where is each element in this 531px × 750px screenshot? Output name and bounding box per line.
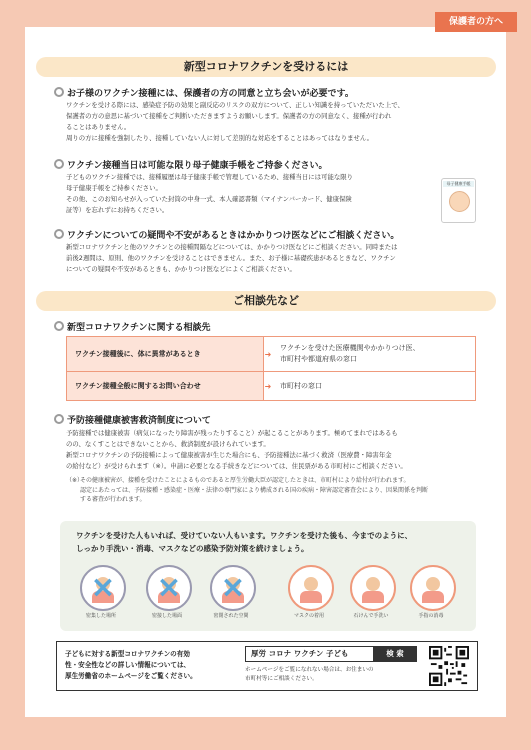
caption-close-contact: 密接した場面	[151, 613, 182, 619]
relief-note: （※） その健康被害が、接種を受けたことによるものであると厚生労働大臣が認定したときは、市町村により給付が行われます。 認定にあたっては、予防接種・感染症・医療・法律の専門家により構成される国の疾病・障害認定審査会により、因果関係を判断 する審査が行われます。	[66, 477, 429, 503]
heading-handbook: ワクチン接種当日は可能な限り母子健康手帳をご持参ください。	[54, 158, 328, 171]
maternal-handbook-icon: 母子健康手帳	[441, 178, 476, 223]
bullet-icon	[54, 87, 64, 97]
para-handbook: 子どものワクチン接種では、接種履歴は母子健康手帳で管理しているため、接種当日には可能な限り 母子健康手帳をご持参ください。 その他、このお知らせが入っていた封筒の中身一式、本人確認書類（マイナンバーカード、健康保険 証等）を忘れずにお持ちください。	[66, 173, 354, 214]
crowded-place-icon: ×	[80, 565, 126, 611]
caption-crowded: 密集した場所	[85, 613, 116, 619]
bullet-icon	[54, 321, 64, 331]
bullet-icon	[54, 414, 64, 424]
qr-code-icon[interactable]	[429, 646, 469, 686]
consult-table	[66, 336, 476, 401]
search-box	[245, 646, 417, 662]
hand-sanitizer-icon	[410, 565, 456, 611]
caption-closed-space: 密閉された空間	[213, 613, 249, 619]
closed-space-icon: ×	[210, 565, 256, 611]
prevention-message: ワクチンを受けた人もいれば、受けていない人もいます。ワクチンを受けた後も、今までのように、 しっかり手洗い・消毒、マスクなどの感染予防対策を続けましょう。	[76, 531, 413, 553]
heading-consult-contacts: 新型コロナワクチンに関する相談先	[54, 320, 211, 333]
heading-relief-system: 予防接種健康被害救済制度について	[54, 413, 211, 426]
para-consent: ワクチンを受ける際には、感染症予防の効果と副反応のリスクの双方について、正しい知識を持っていただいた上で、 保護者の方の意思に基づいて接種をご判断いただきますようお願いします。保護者の方の同意なく、接種が行われ ることはありません。 周りの方に接種を強制したり、接種していない人に対して差別的な対応をすることはあってはなりません。	[66, 101, 404, 142]
caption-mask: マスクの着用	[293, 613, 324, 619]
bullet-icon	[54, 229, 64, 239]
search-button: 検 索	[373, 646, 417, 662]
arrow-right-icon: ➜	[264, 372, 273, 401]
footer-box	[56, 641, 478, 691]
handwashing-icon	[350, 565, 396, 611]
table-row	[67, 372, 476, 401]
heading-consent: お子様のワクチン接種には、保護者の方の同意と立ち会いが必要です。	[54, 86, 354, 99]
section-title-consultation: ご相談先など	[36, 291, 496, 311]
caption-handwashing: 石けんで手洗い	[353, 613, 389, 619]
para-consult-doctor: 新型コロナワクチンと他のワクチンとの接種間隔などについては、かかりつけ医などにご相談ください。同時または 前後2週間は、原則、他のワクチンを受けることはできません。また、お子様に基礎疾患があるときなど、ワクチン についての疑問や不安があるときも、かかりつけ医などによくご相談ください。	[66, 243, 398, 273]
consult-value: 市町村の窓口	[272, 372, 476, 401]
caption-sanitizer: 手指の消毒	[418, 613, 444, 619]
consult-label: ワクチン接種全般に関するお問い合わせ	[67, 372, 264, 401]
close-contact-icon: ×	[146, 565, 192, 611]
heading-consult-doctor: ワクチンについての疑問や不安があるときはかかりつけ医などにご相談ください。	[54, 228, 399, 241]
para-relief-system: 予防接種では健康被害（病気になったり障害が残ったりすること）が起こることがあります。極めてまれではあるも のの、なくすことはできないことから、救済制度が設けられています。 新型コロナワクチンの予防接種によって健康被害が生じた場合にも、予防接種法に基づく救済（医療費・障害年金 の給付など）が受けられます（※）。申請に必要となる手続きなどについては、住民票がある市町村にご相談ください。	[66, 429, 407, 470]
consult-value: ワクチンを受けた医療機関やかかりつけ医、 市町村や都道府県の窓口	[272, 337, 476, 372]
section-title-vaccination: 新型コロナワクチンを受けるには	[36, 57, 496, 77]
footer-info: 子どもに対する新型コロナワクチンの有効 性・安全性などの詳しい情報については、 厚生労働省のホームページをご覧ください。	[65, 650, 197, 680]
search-query: 厚労 コロナ ワクチン 子ども	[251, 649, 349, 658]
baby-face-icon	[449, 191, 470, 212]
table-row	[67, 337, 476, 372]
mask-icon	[288, 565, 334, 611]
audience-tab: 保護者の方へ	[435, 12, 517, 32]
bullet-icon	[54, 159, 64, 169]
prevention-infobox	[60, 521, 476, 631]
consult-label: ワクチン接種後に、体に異常があるとき	[67, 337, 264, 372]
footer-note: ホームページをご覧になれない場合は、お住まいの 市町村等にご相談ください。	[245, 667, 374, 682]
arrow-right-icon: ➜	[264, 337, 273, 372]
